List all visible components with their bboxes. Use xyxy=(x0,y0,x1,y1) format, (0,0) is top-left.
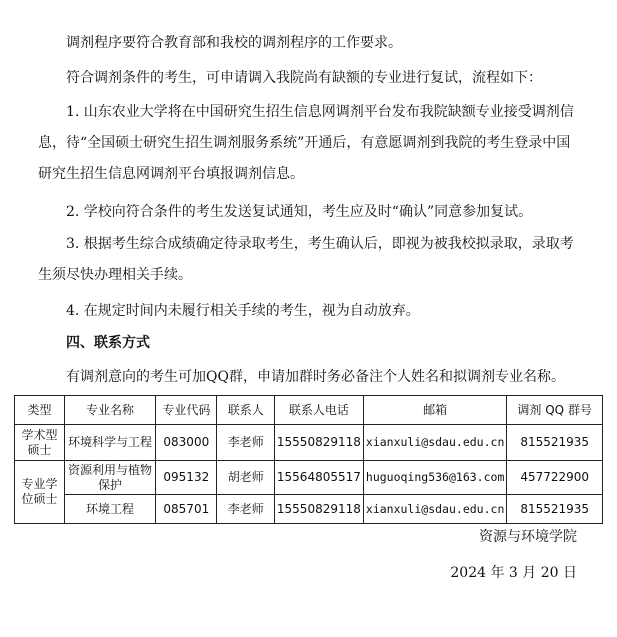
cell-code: 095132 xyxy=(156,461,217,495)
paragraph-step-1: 1. 山东农业大学将在中国研究生招生信息网调剂平台发布我院缺额专业接受调剂信息，待“全国硕士研究生招生调剂服务系统”开通后，有意愿调剂到我院的考生登录中国研究生招生信息网调剂平台填报调剂信息。 xyxy=(38,104,574,182)
cell-phone: 15550829118 xyxy=(274,495,363,524)
paragraph-step-3: 3. 根据考生综合成绩确定待录取考生，考生确认后，即视为被我校拟录取，录取考生须尽快办理相关手续。 xyxy=(38,236,574,283)
cell-contact: 李老师 xyxy=(217,425,274,461)
header-code: 专业代码 xyxy=(156,396,217,425)
cell-major: 环境科学与工程 xyxy=(64,425,155,461)
cell-qq: 457722900 xyxy=(507,461,603,495)
paragraph-process-intro: 符合调剂条件的考生，可申请调入我院尚有缺额的专业进行复试，流程如下： xyxy=(66,70,542,86)
header-email: 邮箱 xyxy=(363,396,506,425)
cell-contact: 李老师 xyxy=(217,495,274,524)
contact-table xyxy=(14,395,603,524)
cell-email: xianxuli@sdau.edu.cn xyxy=(363,495,506,524)
header-qq: 调剂 QQ 群号 xyxy=(507,396,603,425)
paragraph-procedure-requirement: 调剂程序要符合教育部和我校的调剂程序的工作要求。 xyxy=(66,35,402,51)
paragraph-step-2: 2. 学校向符合条件的考生发送复试通知，考生应及时“确认”同意参加复试。 xyxy=(66,204,533,220)
signature-org: 资源与环境学院 xyxy=(479,529,577,545)
table-header-row xyxy=(15,396,603,425)
paragraph-step-4: 4. 在规定时间内未履行相关手续的考生，视为自动放弃。 xyxy=(66,303,420,319)
table-row xyxy=(15,461,603,495)
cell-email: xianxuli@sdau.edu.cn xyxy=(363,425,506,461)
table-row xyxy=(15,425,603,461)
cell-type-academic: 学术型硕士 xyxy=(15,425,65,461)
cell-code: 085701 xyxy=(156,495,217,524)
signature-date: 2024 年 3 月 20 日 xyxy=(450,565,577,581)
cell-contact: 胡老师 xyxy=(217,461,274,495)
cell-phone: 15564805517 xyxy=(274,461,363,495)
cell-major: 资源利用与植物保护 xyxy=(64,461,155,495)
header-type: 类型 xyxy=(15,396,65,425)
header-contact: 联系人 xyxy=(217,396,274,425)
cell-phone: 15550829118 xyxy=(274,425,363,461)
cell-major: 环境工程 xyxy=(64,495,155,524)
paragraph-qq-group-note: 有调剂意向的考生可加QQ群，申请加群时务必备注个人姓名和拟调剂专业名称。 xyxy=(66,369,565,385)
cell-qq: 815521935 xyxy=(507,425,603,461)
cell-qq: 815521935 xyxy=(507,495,603,524)
section-heading-contact: 四、联系方式 xyxy=(66,335,150,351)
cell-code: 083000 xyxy=(156,425,217,461)
table-row xyxy=(15,495,603,524)
header-phone: 联系人电话 xyxy=(274,396,363,425)
cell-type-professional: 专业学位硕士 xyxy=(15,461,65,524)
cell-email: huguoqing536@163.com xyxy=(363,461,506,495)
header-major: 专业名称 xyxy=(64,396,155,425)
